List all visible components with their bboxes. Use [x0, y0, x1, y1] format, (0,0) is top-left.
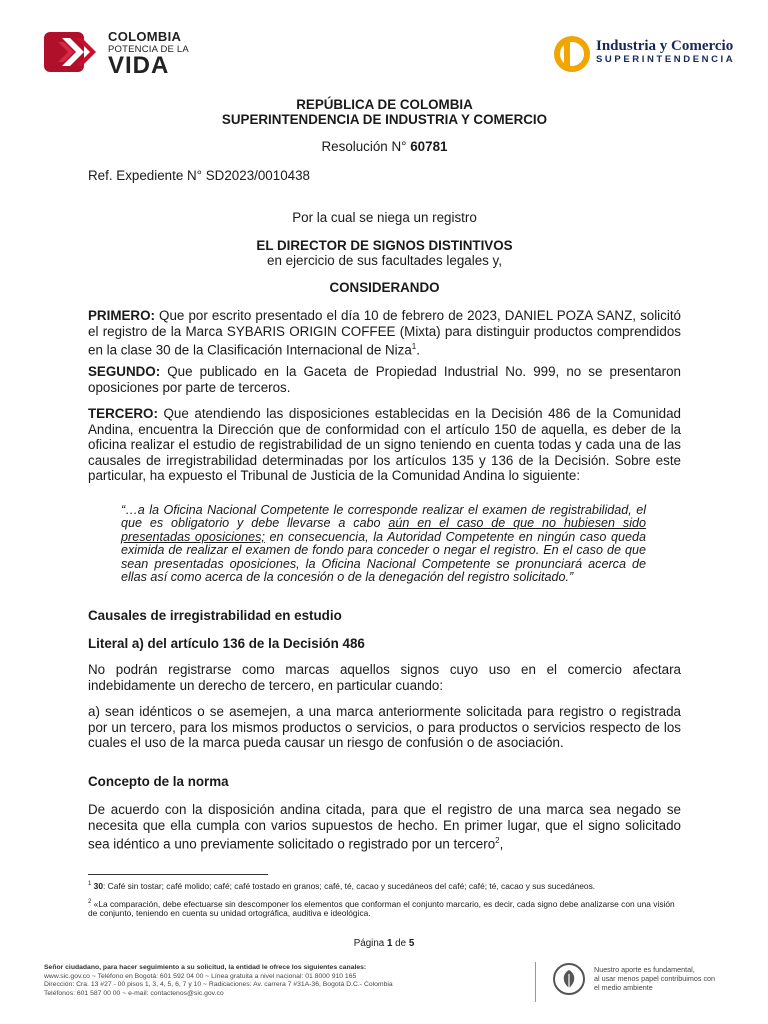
- page-of: de: [395, 938, 407, 949]
- considerando-heading: CONSIDERANDO: [329, 280, 440, 295]
- tribunal-quote: [121, 504, 646, 584]
- paragraph-tercero: [88, 406, 681, 484]
- page-current: 1: [386, 938, 393, 949]
- segundo-label: SEGUNDO:: [88, 364, 161, 379]
- title-agency: SUPERINTENDENCIA DE INDUSTRIA Y COMERCIO: [221, 112, 548, 127]
- segundo-text: Que publicado en la Gaceta de Propiedad Industrial No. 999, no se presentaron oposiciones por parte de terceros.: [88, 364, 681, 395]
- primero-label: PRIMERO:: [88, 308, 155, 323]
- footer-line-4: Teléfonos: 601 587 00 00 ~ e-mail: contactenos@sic.gov.co: [44, 989, 224, 997]
- footnote-1: [88, 880, 684, 891]
- logo-text-potencia: POTENCIA DE LA: [108, 44, 189, 55]
- colombia-logo-icon: [44, 30, 100, 74]
- footnote-2-number: 2: [88, 899, 92, 905]
- heading-concepto: Concepto de la norma: [88, 774, 229, 789]
- footnote-1-class: 30: [93, 880, 103, 891]
- heading-causales: Causales de irregistrabilidad en estudio: [88, 608, 342, 623]
- footnote-2: [88, 898, 684, 919]
- footer-contact: [44, 964, 514, 998]
- resolution-value: 60781: [410, 139, 448, 154]
- page-label: Página: [353, 938, 385, 949]
- concepto-end: ,: [499, 836, 504, 852]
- paragraph-literal-a: a) sean idénticos o se asemejen, a una marca anteriormente solicitada para registro o registrada por un tercero, para los mismos productos o servicios, o para productos o servicios respecto de los cuales el uso de la marca pueda causar un riesgo de confusión o de asociación.: [88, 704, 681, 751]
- title-country: REPÚBLICA DE COLOMBIA: [296, 97, 473, 112]
- primero-text: Que por escrito presentado el día 10 de febrero de 2023, DANIEL POZA SANZ, solicitó el registro de la Marca SYBARIS ORIGIN COFFEE (Mixta) para distinguir productos comprendidos en la clase 30 de la Clasificación Internacional de Niza: [88, 308, 681, 358]
- paragraph-no-podran: No podrán registrarse como marcas aquellos signos cuyo uso en el comercio afectara indebidamente un derecho de tercero, en particular cuando:: [88, 662, 681, 693]
- sic-logo-icon: [554, 36, 592, 72]
- footnote-divider: [88, 874, 268, 875]
- page-total: 5: [408, 938, 415, 949]
- tercero-text: Que atendiendo las disposiciones establecidas en la Decisión 486 de la Comunidad Andina, encuentra la Dirección que de conformidad con el artículo 150 de aquella, es deber de la oficina realizar el estudio de registrabilidad de un signo teniendo en cuenta todas y cada una de las causales de irregistrabilidad determinadas por los artículos 135 y 136 de la Decisión. Sobre este particular, ha expuesto el Tribunal de Justicia de la Comunidad Andina lo siguiente:: [88, 406, 681, 484]
- heading-literal: Literal a) del artículo 136 de la Decisión 486: [88, 636, 365, 651]
- footer-environment: [594, 966, 744, 992]
- quote-part-2: en consecuencia, la Autoridad Competente en ningún caso queda eximida de realizar el examen de fondo para conceder o negar el registro. En el caso de que sean presentadas oposiciones, la Oficina Nacional Competente se pronunciará acerca de ellas así como acerca de la concesión o de la denegación del registro solicitado.”: [121, 529, 647, 585]
- footer-env-line-1: Nuestro aporte es fundamental,: [594, 965, 695, 974]
- sic-logo-subtitle: SUPERINTENDENCIA: [596, 54, 736, 65]
- colombia-potencia-logo: [44, 29, 204, 79]
- ref-expediente: Ref. Expediente N° SD2023/0010438: [88, 168, 310, 183]
- footer-line-3: Dirección: Cra. 13 #27 - 00 pisos 1, 3, 4, 5, 6, 7 y 10 ~ Radicaciones: Av. carrera 7 #31A-36, Bogotá D.C.- Colombia: [44, 981, 393, 989]
- director-subtitle: en ejercicio de sus facultades legales y,: [267, 253, 502, 268]
- footnote-1-number: 1: [88, 881, 92, 887]
- leaf-icon: [552, 962, 586, 996]
- sic-logo: [554, 36, 744, 72]
- footnote-ref-2: 2: [495, 836, 500, 846]
- subject-line: Por la cual se niega un registro: [292, 210, 477, 225]
- footnote-1-text: : Café sin tostar; café molido; café; café tostado en granos; café, té, cacao y sucedáneos del café; café; té, cacao y sus sucedáneos.: [103, 880, 596, 891]
- resolution-label: Resolución N°: [321, 139, 407, 154]
- footer-env-line-2: al usar menos papel contribuimos con: [594, 973, 716, 983]
- footnote-ref-1: 1: [411, 342, 417, 352]
- footer-env-line-3: el medio ambiente: [594, 982, 653, 992]
- resolution-number: [88, 139, 681, 155]
- footer-line-2: www.sic.gov.co ~ Teléfono en Bogotá: 601 592 04 00 ~ Línea gratuita a nivel nacional: 01 8000 910 165: [44, 972, 357, 980]
- primero-end: .: [416, 342, 420, 358]
- footer-line-1: Señor ciudadano, para hacer seguimiento a su solicitud, la entidad le ofrece los siguientes canales:: [44, 964, 367, 971]
- concepto-text: De acuerdo con la disposición andina citada, para que el registro de una marca sea negado se necesita que ella cumpla con varios supuestos de hecho. En primer lugar, que el signo solicitado sea idéntico a uno previamente solicitado o registrado por un tercero: [88, 802, 681, 852]
- director-title: EL DIRECTOR DE SIGNOS DISTINTIVOS: [256, 238, 513, 253]
- footer-divider: [535, 962, 536, 1002]
- quote-part-1: “…a la Oficina Nacional Competente le corresponde realizar el examen de registrabilidad, el que es obligatorio y debe llevarse a cabo: [121, 503, 646, 531]
- paragraph-segundo: [88, 364, 681, 395]
- page-number: [0, 938, 768, 949]
- quote-underlined: aún en el caso de que no hubiesen sido presentadas oposiciones;: [121, 516, 647, 544]
- paragraph-concepto: [88, 802, 681, 852]
- tercero-label: TERCERO:: [88, 406, 158, 421]
- footnote-2-text: «La comparación, debe efectuarse sin descomponer los elementos que conforman el conjunto marcario, es decir, cada signo debe analizarse con una visión de conjunto, teniendo en cuenta su unidad ortográfica, auditiva e ideológica.: [88, 898, 675, 919]
- logo-text-colombia: COLOMBIA: [108, 29, 182, 44]
- logo-text-vida: VIDA: [108, 52, 170, 79]
- paragraph-primero: [88, 308, 681, 358]
- sic-logo-title: Industria y Comercio: [596, 38, 734, 54]
